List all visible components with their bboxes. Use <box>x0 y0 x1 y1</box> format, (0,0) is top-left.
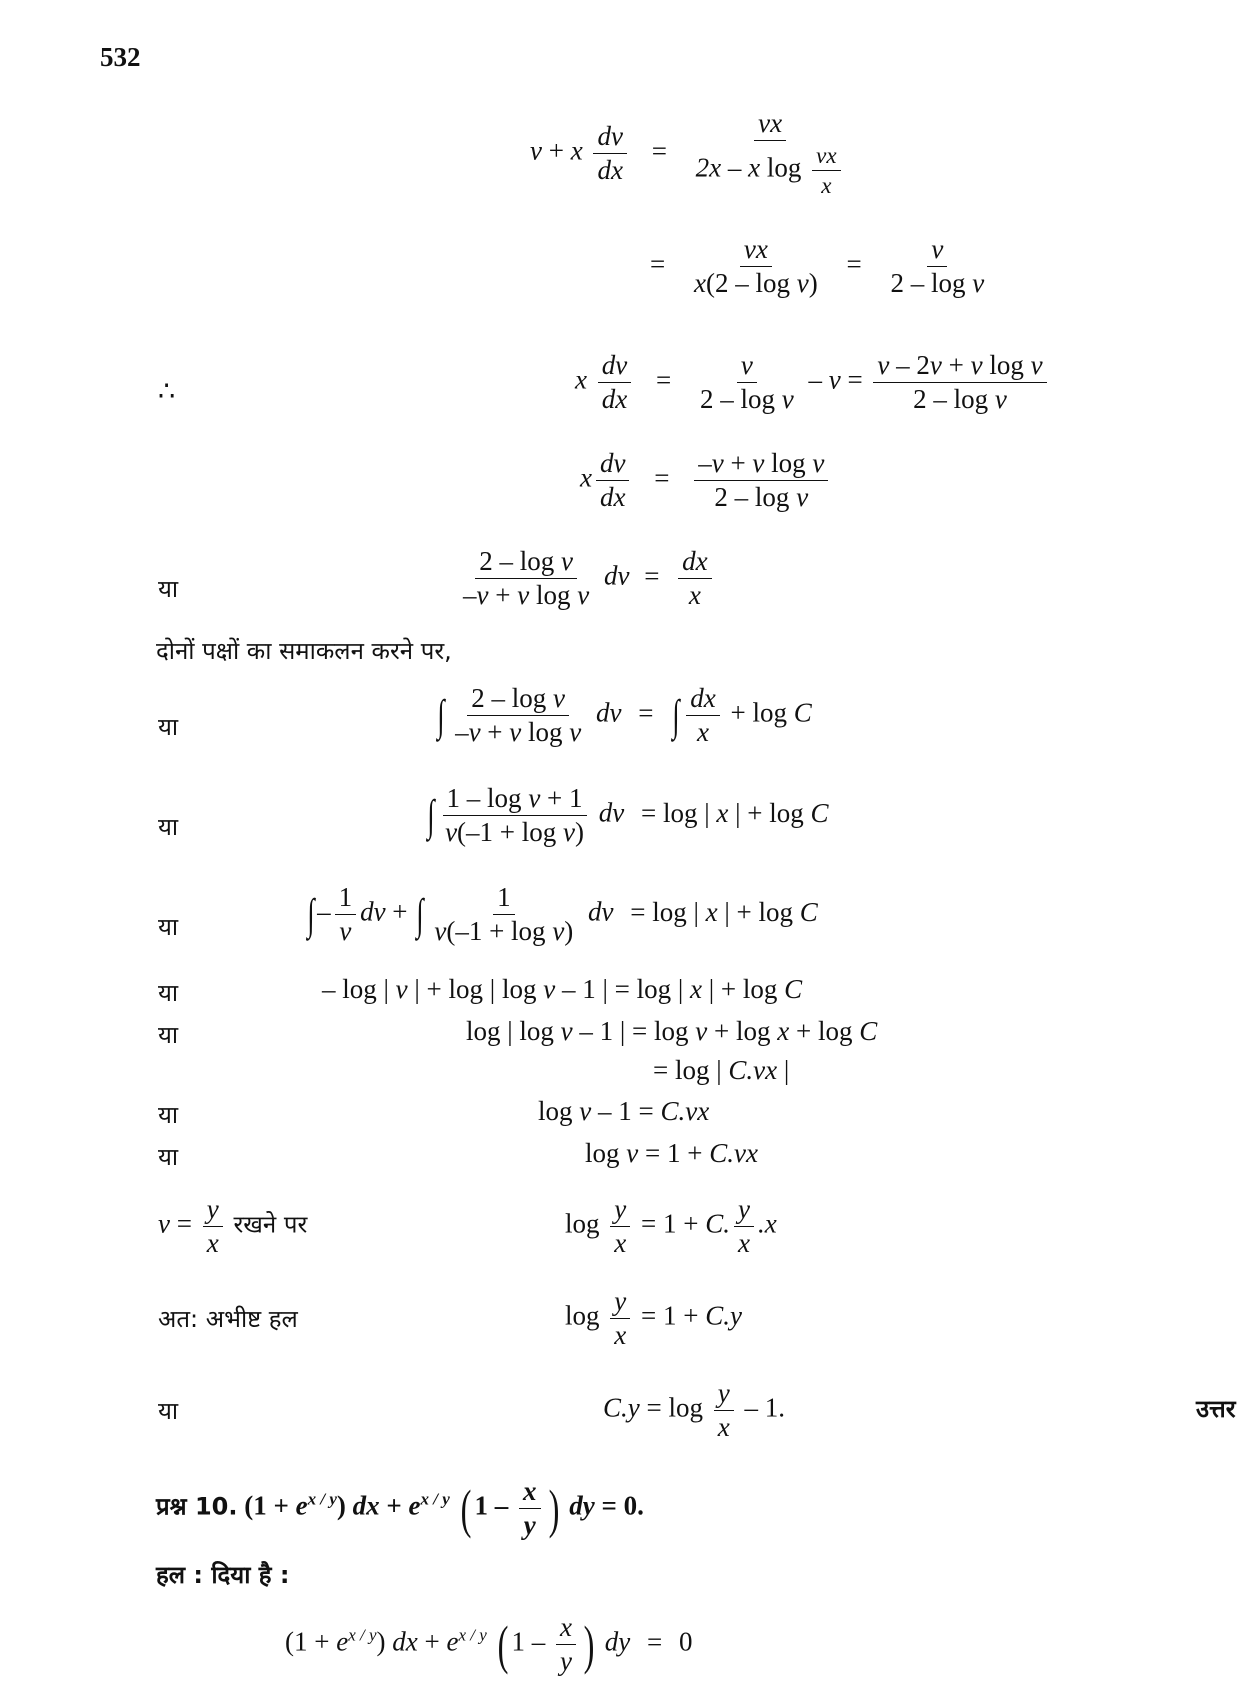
label-ya-5: या <box>158 979 179 1007</box>
substitute-label: रखने पर <box>233 1210 308 1239</box>
equation-15: log $\frac{y}{x}$ = 1 + C.y <box>565 1286 742 1350</box>
equation-11: = log | C.vx | <box>653 1055 790 1085</box>
equation-13: log v = 1 + C.vx <box>585 1138 758 1168</box>
label-ya-2: या <box>158 713 179 741</box>
label-ya-6: या <box>158 1021 179 1049</box>
equation-7: ∫ $\frac{\text{1 – log v + 1}}{\text{v(–1 + log v)}}$ dv = log | x | + log C <box>427 783 829 847</box>
label-ya-3: या <box>158 813 179 841</box>
question-title: प्रश्न 10. <box>156 1492 238 1521</box>
label-ya-7: या <box>158 1101 179 1129</box>
integrate-note: दोनों पक्षों का समाकलन करने पर, <box>156 637 452 665</box>
equation-5: $\frac{\text{2 – log v}}{\text{–v + v log v}}$ dv = $\frac{dx}{x}$ <box>455 548 716 609</box>
therefore-symbol: ∴ <box>158 376 176 406</box>
equation-3: x $\frac{dv}{dx}$ = $\frac{v}{\text{2 – log v}}$ – v = $\frac{\text{v – 2v + v log v}}{\text{2 – log v}}$ <box>575 352 1051 413</box>
equation-12: log v – 1 = C.vx <box>538 1096 710 1126</box>
hence-label: अत: अभीष्ट हल <box>158 1305 298 1333</box>
answer-label: उत्तर <box>1196 1395 1236 1423</box>
label-ya-9: या <box>158 1397 179 1425</box>
label-ya-4: या <box>158 913 179 941</box>
equation-17: $(1 + e^{x / y})$ dx + $e^{x / y}$ ( 1 – $\frac{x}{y}$ ) dy = 0 <box>285 1612 693 1676</box>
equation-1: v + x $\frac{dv}{dx}$ = vx 2x – x log $\frac{vx}{x}$ <box>530 110 853 197</box>
equation-14: log $\frac{y}{x}$ = 1 + C. $\frac{y}{x}$ .x <box>565 1194 777 1258</box>
page-number: 532 <box>100 42 141 72</box>
equation-4: x $\frac{dv}{dx}$ = $\frac{\text{–v + v log v}}{\text{2 – log v}}$ <box>580 450 832 511</box>
equation-9: – log | v | + log | log v – 1 | = log | x | + log C <box>322 974 803 1004</box>
equation-10: log | log v – 1 | = log v + log x + log C <box>466 1016 878 1046</box>
substitution-note: v = $\frac{y}{x}$ रखने पर <box>158 1194 308 1258</box>
equation-2: = $\frac{vx}{\text{x(2 – log v)}}$ = $\frac{v}{\text{2 – log v}}$ <box>650 234 985 298</box>
solution-label: हल : दिया है : <box>156 1561 290 1589</box>
equation-6: ∫ $\frac{\text{2 – log v}}{\text{–v + v log v}}$ dv = ∫ $\frac{dx}{x}$ + log C <box>437 683 812 747</box>
label-ya-1: या <box>158 575 179 603</box>
label-ya-8: या <box>158 1143 179 1171</box>
equation-8: ∫– $\frac{1}{v}$ dv + ∫ $\frac{1}{\text{v(–1 + log v)}}$ dv = log | x | + log C <box>307 882 818 946</box>
equation-16: C.y = log $\frac{y}{x}$ – 1. <box>603 1378 785 1442</box>
question-10: प्रश्न 10. $(1 + e^{x / y})$ dx + $e^{x / y}$ ( 1 – $\frac{x}{y}$ ) dy = 0. <box>156 1476 644 1540</box>
